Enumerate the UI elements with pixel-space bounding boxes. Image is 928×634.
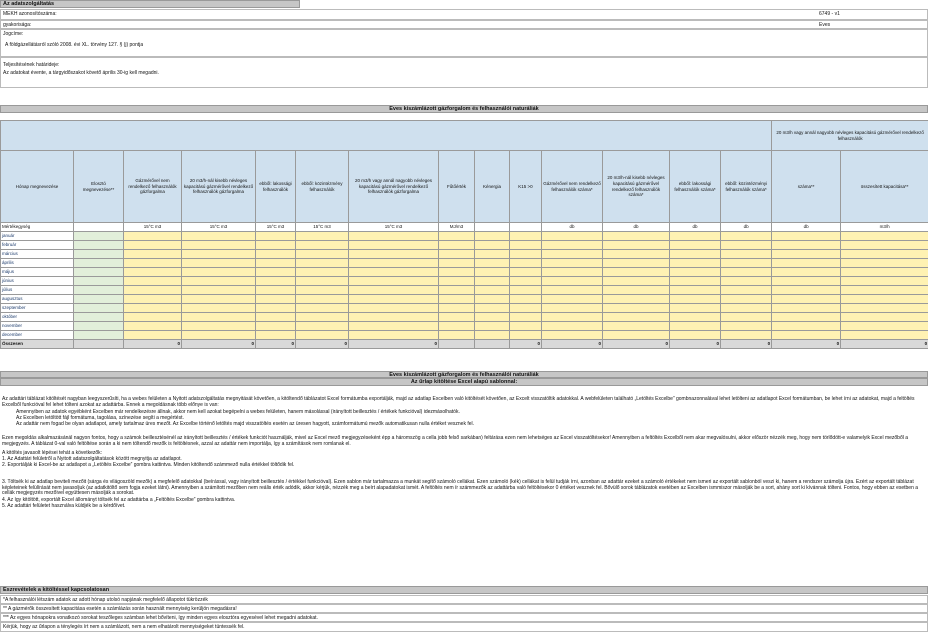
data-input-cell[interactable] (510, 277, 542, 286)
unit-cell: db (603, 223, 670, 232)
data-input-cell[interactable] (603, 331, 670, 340)
unit-cell: db (542, 223, 603, 232)
month-label: szeptember (1, 304, 74, 313)
jogcim-label: Jogcíme: (3, 31, 24, 37)
data-input-cell[interactable] (349, 250, 439, 259)
teljesites-box (0, 57, 928, 88)
data-input-cell[interactable] (475, 241, 510, 250)
section-title-adatszolgaltatas: Az adatszolgáltatás (0, 0, 300, 8)
gyak-label: gyakorisága: (3, 22, 32, 28)
month-label: május (1, 268, 74, 277)
guide-step: 2. Exportálják ki Excel-be az adatlapot a „Letöltés Excelbe” gombra kattintva. Minden kitöltendő számmező nulla értékkel töltődik fel. (2, 461, 295, 468)
eloszto-input-cell[interactable] (74, 304, 124, 313)
data-input-cell[interactable] (542, 304, 603, 313)
data-input-cell[interactable] (670, 268, 721, 277)
total-cell: 0 (124, 340, 182, 349)
month-label: augusztus (1, 295, 74, 304)
col-header-lakossagi: ebből: lakossági felhasználók (256, 151, 296, 223)
data-input-cell[interactable] (475, 268, 510, 277)
guide-bullet: Az adattár nem fogad be olyan adatlapot, amely tartalmaz üres mezőt. Az Excelbe történő letöltés majd visszatöltés esetén az üresen hagyott, számformátumú mezők automatikusan nulla értéket vesznek fel. (16, 420, 475, 427)
month-label: április (1, 259, 74, 268)
data-input-cell[interactable] (256, 250, 296, 259)
data-input-cell[interactable] (510, 232, 542, 241)
data-input-cell[interactable] (510, 322, 542, 331)
total-cell: 0 (841, 340, 928, 349)
data-input-cell[interactable] (603, 250, 670, 259)
col-header-kenergia: Kénergia (475, 151, 510, 223)
data-input-cell[interactable] (124, 250, 182, 259)
gyak-value: Éves (819, 22, 831, 28)
data-input-cell[interactable] (296, 313, 349, 322)
unit-cell: MJ/m3 (439, 223, 475, 232)
unit-cell (475, 223, 510, 232)
data-input-cell[interactable] (475, 259, 510, 268)
data-input-cell[interactable] (542, 322, 603, 331)
data-input-cell[interactable] (296, 250, 349, 259)
data-input-cell[interactable] (256, 322, 296, 331)
guide-intro: Az adattári táblázat kitöltését nagyban leegyszerűsíti, ha a webes felületen a Nyitott adatszolgáltatás megnyitását követően, a kitöltendő táblázatot Excel formátumba exportálják, majd az adatlap Excelben való kitöltését követően, az Excelt visszatöltik adatokkal. A webfelületen található „Letöltés Excelbe” gombnazonnalával lehet letölteni az adatlapot Excel formátumban, be lehet írni az adatokat, majd a feltöltés Excelből funkcióval fel lehet tölteni azokat az adattárba. Ennek a megoldásnak több előnye is van: (2, 396, 915, 408)
data-input-cell[interactable] (721, 286, 772, 295)
total-cell (74, 340, 124, 349)
data-input-cell[interactable] (182, 331, 256, 340)
data-input-cell[interactable] (124, 304, 182, 313)
data-input-cell[interactable] (670, 277, 721, 286)
data-input-cell[interactable] (439, 277, 475, 286)
data-input-cell[interactable] (542, 259, 603, 268)
col-header-kozintezmeny: ebből: közintézmény felhasználók (296, 151, 349, 223)
data-input-cell[interactable] (349, 268, 439, 277)
data-input-cell[interactable] (841, 277, 928, 286)
data-input-cell[interactable] (256, 277, 296, 286)
unit-cell: 15°C m3 (124, 223, 182, 232)
data-input-cell[interactable] (124, 277, 182, 286)
data-input-cell[interactable] (124, 232, 182, 241)
data-input-cell[interactable] (439, 250, 475, 259)
eloszto-input-cell[interactable] (74, 259, 124, 268)
data-input-cell[interactable] (475, 286, 510, 295)
table-title: Éves kiszámlázott gázforgalom és felhasználói naturáliák (0, 105, 928, 113)
data-input-cell[interactable] (721, 331, 772, 340)
month-label: november (1, 322, 74, 331)
total-cell (475, 340, 510, 349)
data-input-cell[interactable] (670, 331, 721, 340)
data-input-cell[interactable] (841, 322, 928, 331)
data-input-cell[interactable] (841, 259, 928, 268)
data-input-cell[interactable] (256, 295, 296, 304)
data-input-cell[interactable] (256, 259, 296, 268)
data-input-cell[interactable] (721, 304, 772, 313)
total-cell: 0 (256, 340, 296, 349)
mekh-row (0, 9, 928, 20)
total-cell: 0 (182, 340, 256, 349)
col-header-nagyobb-kapacitas: 20 m3/h vagy annál nagyobb névleges kapacitású gázmérővel rendelkező felhasználók gázforgalma (349, 151, 439, 223)
unit-cell: 15°C m3 (296, 223, 349, 232)
data-input-cell[interactable] (772, 286, 841, 295)
data-input-cell[interactable] (439, 331, 475, 340)
guide-steps-intro: A kitöltés javasolt lépései tehát a következők: (2, 449, 103, 456)
data-input-cell[interactable] (841, 286, 928, 295)
data-input-cell[interactable] (510, 304, 542, 313)
data-input-cell[interactable] (349, 313, 439, 322)
data-input-cell[interactable] (296, 232, 349, 241)
total-cell (439, 340, 475, 349)
data-input-cell[interactable] (349, 295, 439, 304)
data-input-cell[interactable] (439, 286, 475, 295)
data-input-cell[interactable] (475, 331, 510, 340)
guide-step: 5. Az adattári felületet használva küldjék be a kérdőívet. (2, 503, 126, 510)
data-input-cell[interactable] (124, 322, 182, 331)
data-input-cell[interactable] (721, 322, 772, 331)
data-input-cell[interactable] (841, 232, 928, 241)
jogcim-box (0, 29, 928, 57)
total-cell: 0 (772, 340, 841, 349)
data-input-cell[interactable] (510, 313, 542, 322)
data-input-cell[interactable] (510, 268, 542, 277)
data-input-cell[interactable] (349, 232, 439, 241)
unit-cell: 15°C m3 (349, 223, 439, 232)
data-input-cell[interactable] (475, 277, 510, 286)
data-input-cell[interactable] (772, 250, 841, 259)
data-input-cell[interactable] (124, 331, 182, 340)
data-input-cell[interactable] (349, 277, 439, 286)
data-input-cell[interactable] (841, 250, 928, 259)
data-input-cell[interactable] (542, 313, 603, 322)
data-input-cell[interactable] (475, 322, 510, 331)
data-input-cell[interactable] (772, 268, 841, 277)
data-input-cell[interactable] (670, 322, 721, 331)
data-input-cell[interactable] (603, 268, 670, 277)
total-cell: 0 (603, 340, 670, 349)
gyak-row (0, 20, 928, 29)
data-input-cell[interactable] (772, 322, 841, 331)
eloszto-input-cell[interactable] (74, 232, 124, 241)
data-input-cell[interactable] (296, 331, 349, 340)
unit-cell: 15°C m3 (182, 223, 256, 232)
data-input-cell[interactable] (296, 241, 349, 250)
data-input-cell[interactable] (841, 295, 928, 304)
unit-cell: db (670, 223, 721, 232)
data-input-cell[interactable] (721, 268, 772, 277)
data-input-cell[interactable] (439, 313, 475, 322)
group-spacer (1, 121, 772, 151)
data-input-cell[interactable] (475, 304, 510, 313)
data-input-cell[interactable] (124, 259, 182, 268)
eloszto-input-cell[interactable] (74, 286, 124, 295)
data-input-cell[interactable] (841, 304, 928, 313)
total-cell: 0 (721, 340, 772, 349)
month-label: március (1, 250, 74, 259)
eloszto-input-cell[interactable] (74, 313, 124, 322)
data-input-cell[interactable] (603, 241, 670, 250)
guide-step: 4. Az így kitöltött, exportált Excel állományt töltsék fel az adattárba a „Feltöltés Excelbe” gombra kattintva. (2, 497, 236, 504)
guide-bullet: Amennyiben az adatok egyébként Excelben már rendelkezésre állnak, akkor nem kell azokat begépelni a webes felületen, hanem másolással (irányított beillesztés / értékek funkcióval) idezmásolhatók. (16, 408, 460, 415)
data-input-cell[interactable] (670, 286, 721, 295)
data-input-cell[interactable] (124, 286, 182, 295)
data-input-cell[interactable] (603, 232, 670, 241)
data-input-cell[interactable] (603, 286, 670, 295)
data-input-cell[interactable] (296, 322, 349, 331)
data-input-cell[interactable] (439, 259, 475, 268)
data-input-cell[interactable] (670, 250, 721, 259)
col-header-lakossagi-szama: ebből: lakossági felhasználók száma* (670, 151, 721, 223)
eloszto-input-cell[interactable] (74, 268, 124, 277)
col-header-osszesitett-kapacitas: összesített kapacitása** (841, 151, 928, 223)
note-row: ** A gázmérők összesített kapacitása esetén a számlázás során használt mennyiség kerüljön megadásra! (0, 604, 928, 613)
data-input-cell[interactable] (510, 241, 542, 250)
guide-body (2, 397, 924, 509)
data-input-cell[interactable] (475, 232, 510, 241)
data-input-cell[interactable] (349, 241, 439, 250)
guide-warning: Ezen megoldás alkalmazásánál nagyon fontos, hogy a számok beillesztésénél az irányított beillesztés / értékek funkciót használják, mivel az Excel mező megjegyzéseként épp a háromszög a cella jobb felső sarkában) feltárása ezen nem lehetséges az Excel visszatöltésekor! Amennyiben a feltöltés Excelből nem akar megvalósulni, akkor először nézzék meg, hogy nem törlődött-e valamelyik Excel mezőből a megjegyzés. A táblázat 0-val való feltöltése során a ki nem töltendő mezők is feltöltésnek, azzal az adattár nem importálja, így a számítások nem romlanak el. (2, 434, 909, 447)
col-header-kisebb-kapacitas: 20 m3/h-nál kisebb névleges kapacitású gázmérővel rendelkező felhasználók gázforgalma (182, 151, 256, 223)
data-input-cell[interactable] (182, 277, 256, 286)
data-input-cell[interactable] (670, 232, 721, 241)
data-input-cell[interactable] (182, 259, 256, 268)
data-input-cell[interactable] (256, 304, 296, 313)
data-input-cell[interactable] (296, 259, 349, 268)
month-label: július (1, 286, 74, 295)
data-input-cell[interactable] (721, 295, 772, 304)
data-input-cell[interactable] (256, 268, 296, 277)
col-header-gazmero-nelkul: Gázmérővel nem rendelkező felhasználók gázforgalma (124, 151, 182, 223)
data-input-cell[interactable] (182, 241, 256, 250)
jogcim-value: A földgázellátásról szóló 2008. évi XL. törvény 127. § (j) pontja (5, 42, 144, 48)
guide-subtitle: Az űrlap kitöltése Excel alapú sablonnal: (0, 378, 928, 386)
data-input-cell[interactable] (182, 304, 256, 313)
data-input-cell[interactable] (772, 331, 841, 340)
data-input-cell[interactable] (542, 277, 603, 286)
col-header-honap: Hónap megnevezése (1, 151, 74, 223)
col-header-kisebb-szama: 20 m3/h-nál kisebb névleges kapacitású gázmérővel rendelkező felhasználók száma* (603, 151, 670, 223)
data-input-cell[interactable] (182, 322, 256, 331)
data-input-cell[interactable] (256, 286, 296, 295)
unit-cell: db (772, 223, 841, 232)
data-input-cell[interactable] (349, 286, 439, 295)
data-input-cell[interactable] (772, 277, 841, 286)
data-input-cell[interactable] (542, 286, 603, 295)
data-input-cell[interactable] (603, 259, 670, 268)
data-input-cell[interactable] (439, 241, 475, 250)
month-label: október (1, 313, 74, 322)
unit-cell: 15°C m3 (256, 223, 296, 232)
units-label: Mértékegység (1, 223, 74, 232)
data-input-cell[interactable] (182, 232, 256, 241)
data-input-cell[interactable] (510, 331, 542, 340)
col-header-eloszto: Elosztó megnevezése** (74, 151, 124, 223)
data-input-cell[interactable] (124, 313, 182, 322)
data-input-cell[interactable] (475, 295, 510, 304)
total-cell: 0 (510, 340, 542, 349)
data-input-cell[interactable] (296, 268, 349, 277)
data-input-cell[interactable] (124, 295, 182, 304)
data-input-cell[interactable] (721, 232, 772, 241)
data-input-cell[interactable] (510, 286, 542, 295)
data-input-cell[interactable] (256, 232, 296, 241)
month-label: január (1, 232, 74, 241)
data-input-cell[interactable] (603, 295, 670, 304)
mekh-label: MEKH azonosítószáma: (3, 11, 57, 17)
data-input-cell[interactable] (510, 250, 542, 259)
unit-cell (510, 223, 542, 232)
data-input-cell[interactable] (772, 232, 841, 241)
data-input-cell[interactable] (772, 259, 841, 268)
col-header-szama: száma** (772, 151, 841, 223)
teljesites-label: Teljesítésének határideje: (3, 62, 60, 68)
data-input-cell[interactable] (542, 232, 603, 241)
data-input-cell[interactable] (182, 286, 256, 295)
data-input-cell[interactable] (256, 313, 296, 322)
guide-title: Éves kiszámlázott gázforgalom és felhasználói naturáliák (0, 371, 928, 378)
data-input-cell[interactable] (841, 268, 928, 277)
data-input-cell[interactable] (670, 259, 721, 268)
data-input-cell[interactable] (721, 277, 772, 286)
data-input-cell[interactable] (603, 304, 670, 313)
data-input-cell[interactable] (721, 313, 772, 322)
gazforgalom-table (0, 120, 928, 349)
unit-cell: db (721, 223, 772, 232)
data-input-cell[interactable] (670, 295, 721, 304)
unit-cell (74, 223, 124, 232)
data-input-cell[interactable] (296, 277, 349, 286)
data-input-cell[interactable] (542, 241, 603, 250)
data-input-cell[interactable] (603, 313, 670, 322)
data-input-cell[interactable] (603, 277, 670, 286)
eloszto-input-cell[interactable] (74, 241, 124, 250)
data-input-cell[interactable] (721, 250, 772, 259)
data-input-cell[interactable] (772, 304, 841, 313)
data-input-cell[interactable] (670, 313, 721, 322)
data-input-cell[interactable] (124, 268, 182, 277)
note-row: *** Az egyes hónapokra vonatkozó sorokat teszőleges számban lehet bővíteni, így minden egyes elosztóra egyesével lehet megadni adatokat. (0, 613, 928, 622)
col-header-kozintezmeny-szama: ebből: közintézményi felhasználók száma* (721, 151, 772, 223)
data-input-cell[interactable] (670, 304, 721, 313)
col-header-futoertek: Fűtőérték (439, 151, 475, 223)
data-input-cell[interactable] (439, 322, 475, 331)
total-cell: 0 (349, 340, 439, 349)
col-header-gazmero-nelkul-szama: Gázmérővel nem rendelkező felhasználók száma* (542, 151, 603, 223)
data-input-cell[interactable] (542, 331, 603, 340)
data-input-cell[interactable] (510, 295, 542, 304)
data-input-cell[interactable] (256, 241, 296, 250)
data-input-cell[interactable] (296, 295, 349, 304)
data-input-cell[interactable] (439, 232, 475, 241)
total-cell: 0 (542, 340, 603, 349)
month-label: december (1, 331, 74, 340)
data-input-cell[interactable] (772, 313, 841, 322)
data-input-cell[interactable] (772, 241, 841, 250)
data-input-cell[interactable] (841, 241, 928, 250)
note-row: Kérjük, hogy az űrlapon a ténylegés írt nem a számlázott, nem a nem elhatárolt mennyiségeket tüntessék fel. (0, 622, 928, 632)
guide-step: 1. Az Adattári felületről a Nyitott adatszolgáltatások között megnyitja az adatlapot. (2, 455, 182, 462)
data-input-cell[interactable] (721, 259, 772, 268)
group-header: 20 m3/h vagy annál nagyobb névleges kapacitású gázmérővel rendelkező felhasználók (772, 121, 928, 151)
data-input-cell[interactable] (841, 313, 928, 322)
data-input-cell[interactable] (349, 331, 439, 340)
data-input-cell[interactable] (124, 241, 182, 250)
note-row: *A felhasználói létszám adatok az adott hónap utolsó napjának megfelelő állapotot tükrözzék (0, 595, 928, 604)
data-input-cell[interactable] (349, 322, 439, 331)
notes-title: Észrevételek a kitöltéssel kapcsolatosan (0, 586, 928, 594)
data-input-cell[interactable] (349, 259, 439, 268)
guide-step: 3. Töltsék ki az adatlap beviteli mezőit (sárga és világoszöld mezők) a megfelelő adatokkal (beírással, vagy irányított beillesztés / értékkel funkcióval). Ezen sablon már tartalmazza a munkát segítő számoló cellákat. Ezen számoló (kék) cellákat is felül tudják írni, azonban az adattár ezeket a számoló értékeket nem ismeri az exportált sablonból veszi ki, hanem a rendszer számolja újra. Ezért az exportált táblázat képleteinek felülírását nem javasoljuk (az adatkitöltő sem fogja ezeket látni). Amennyiben a számított mezőben nem reális érték adódik, akkor kérjük, nézzék meg a beírt alapadatokat ismét. A feltöltés nem ír számmezők az adattárba való feltöltésekor 0 értéket vesznek fel. Bővülő sorok táblázatok esetében az Excelben ismmiszor másolják be a sort, ahány sort ki kívánnak tölteni. Fontos, hogy ebben az esetben a cellák megjegyzés mezőivel együttesen másolják a sorokat. (2, 478, 919, 497)
data-input-cell[interactable] (670, 241, 721, 250)
data-input-cell[interactable] (542, 268, 603, 277)
data-input-cell[interactable] (256, 331, 296, 340)
data-input-cell[interactable] (182, 268, 256, 277)
teljesites-value: Az adatokat évente, a tárgyidőszakot követő április 30-ig kell megadni. (3, 70, 159, 76)
mekh-value: 6749 - v1 (819, 11, 840, 17)
data-input-cell[interactable] (772, 295, 841, 304)
data-input-cell[interactable] (182, 295, 256, 304)
data-input-cell[interactable] (296, 304, 349, 313)
data-input-cell[interactable] (721, 241, 772, 250)
data-input-cell[interactable] (439, 304, 475, 313)
eloszto-input-cell[interactable] (74, 295, 124, 304)
data-input-cell[interactable] (841, 331, 928, 340)
guide-bullet: Az Excelben letöltött fájl formátuma, tagolása, színezése segíti a megértést. (16, 414, 184, 421)
total-cell: 0 (296, 340, 349, 349)
data-input-cell[interactable] (349, 304, 439, 313)
data-input-cell[interactable] (475, 250, 510, 259)
data-input-cell[interactable] (475, 313, 510, 322)
data-input-cell[interactable] (542, 295, 603, 304)
eloszto-input-cell[interactable] (74, 322, 124, 331)
data-input-cell[interactable] (439, 295, 475, 304)
data-input-cell[interactable] (439, 268, 475, 277)
total-cell: 0 (670, 340, 721, 349)
data-input-cell[interactable] (603, 322, 670, 331)
eloszto-input-cell[interactable] (74, 250, 124, 259)
data-input-cell[interactable] (510, 259, 542, 268)
month-label: június (1, 277, 74, 286)
total-label: Összesen (1, 340, 74, 349)
unit-cell: m3/h (841, 223, 928, 232)
data-input-cell[interactable] (182, 313, 256, 322)
data-input-cell[interactable] (542, 250, 603, 259)
month-label: február (1, 241, 74, 250)
eloszto-input-cell[interactable] (74, 277, 124, 286)
data-input-cell[interactable] (182, 250, 256, 259)
eloszto-input-cell[interactable] (74, 331, 124, 340)
col-header-k15: K15 >0 (510, 151, 542, 223)
data-input-cell[interactable] (296, 286, 349, 295)
